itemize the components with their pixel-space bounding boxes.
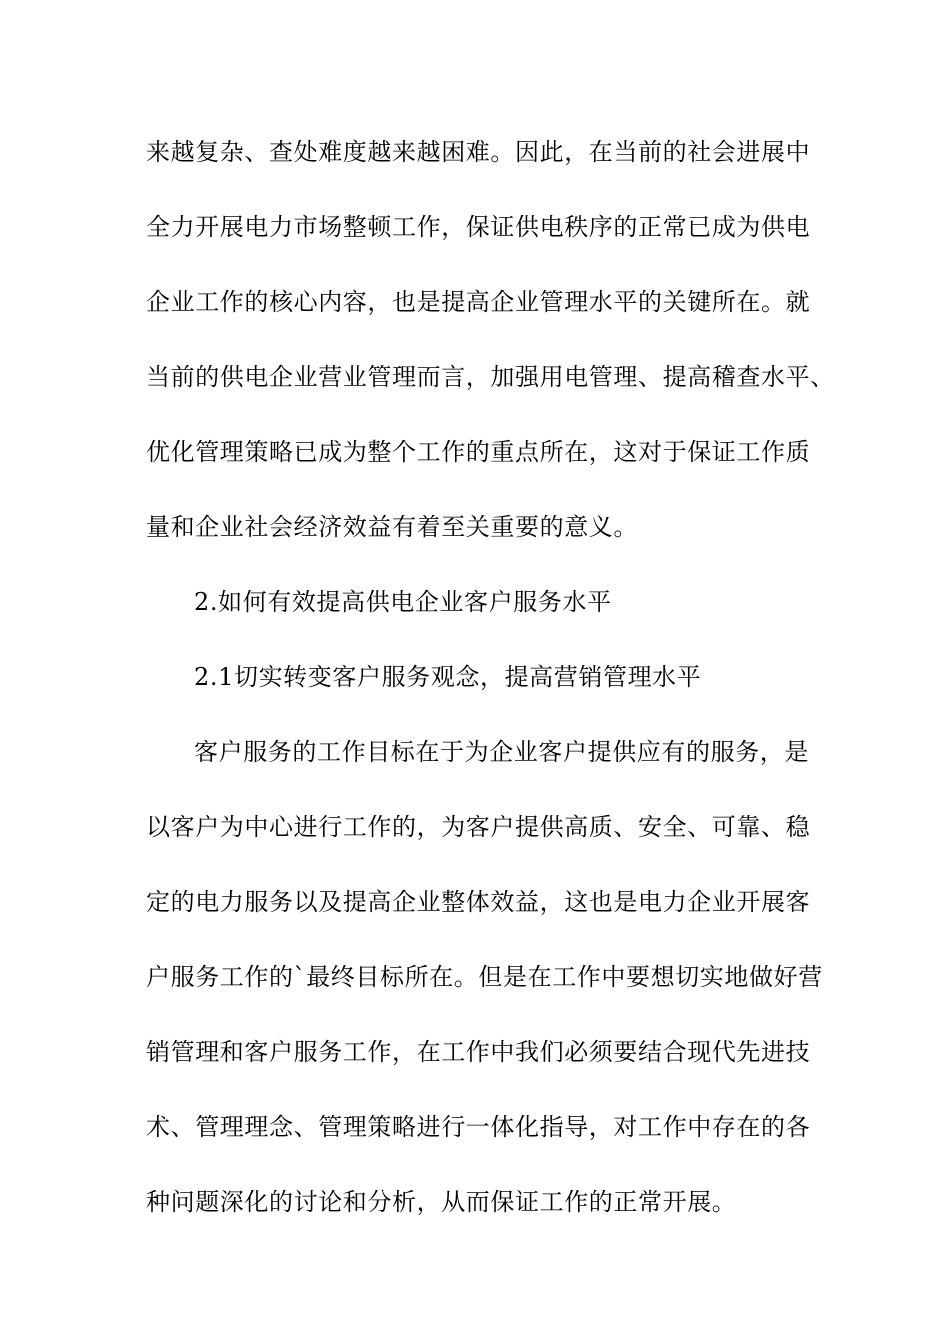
paragraph-1-line-6: 量和企业社会经济效益有着至关重要的意义。 [146,513,638,541]
paragraph-2-line-7: 种问题深化的讨论和分析，从而保证工作的正常开展。 [146,1188,737,1216]
paragraph-2-line-3: 定的电力服务以及提高企业整体效益，这也是电力企业开展客 [146,888,811,916]
subsection-heading: 2.1切实转变客户服务观念，提高营销管理水平 [194,663,702,691]
paragraph-1-line-1: 来越复杂、查处难度越来越困难。因此，在当前的社会进展中 [146,138,811,166]
paragraph-1-line-2: 全力开展电力市场整顿工作，保证供电秩序的正常已成为供电 [146,213,811,241]
paragraph-2-line-1: 客户服务的工作目标在于为企业客户提供应有的服务，是 [194,738,809,766]
paragraph-2-line-4: 户服务工作的`最终目标所在。但是在工作中要想切实地做好营 [146,963,823,991]
paragraph-1-line-4: 当前的供电企业营业管理而言，加强用电管理、提高稽查水平、 [146,363,835,391]
section-heading: 2.如何有效提高供电企业客户服务水平 [194,588,612,616]
paragraph-2-line-6: 术、管理理念、管理策略进行一体化指导，对工作中存在的各 [146,1113,811,1141]
paragraph-1-line-3: 企业工作的核心内容，也是提高企业管理水平的关键所在。就 [146,288,811,316]
paragraph-2-line-5: 销管理和客户服务工作，在工作中我们必须要结合现代先进技 [146,1038,811,1066]
paragraph-1-line-5: 优化管理策略已成为整个工作的重点所在，这对于保证工作质 [146,438,811,466]
paragraph-2-line-2: 以客户为中心进行工作的，为客户提供高质、安全、可靠、稳 [146,813,811,841]
